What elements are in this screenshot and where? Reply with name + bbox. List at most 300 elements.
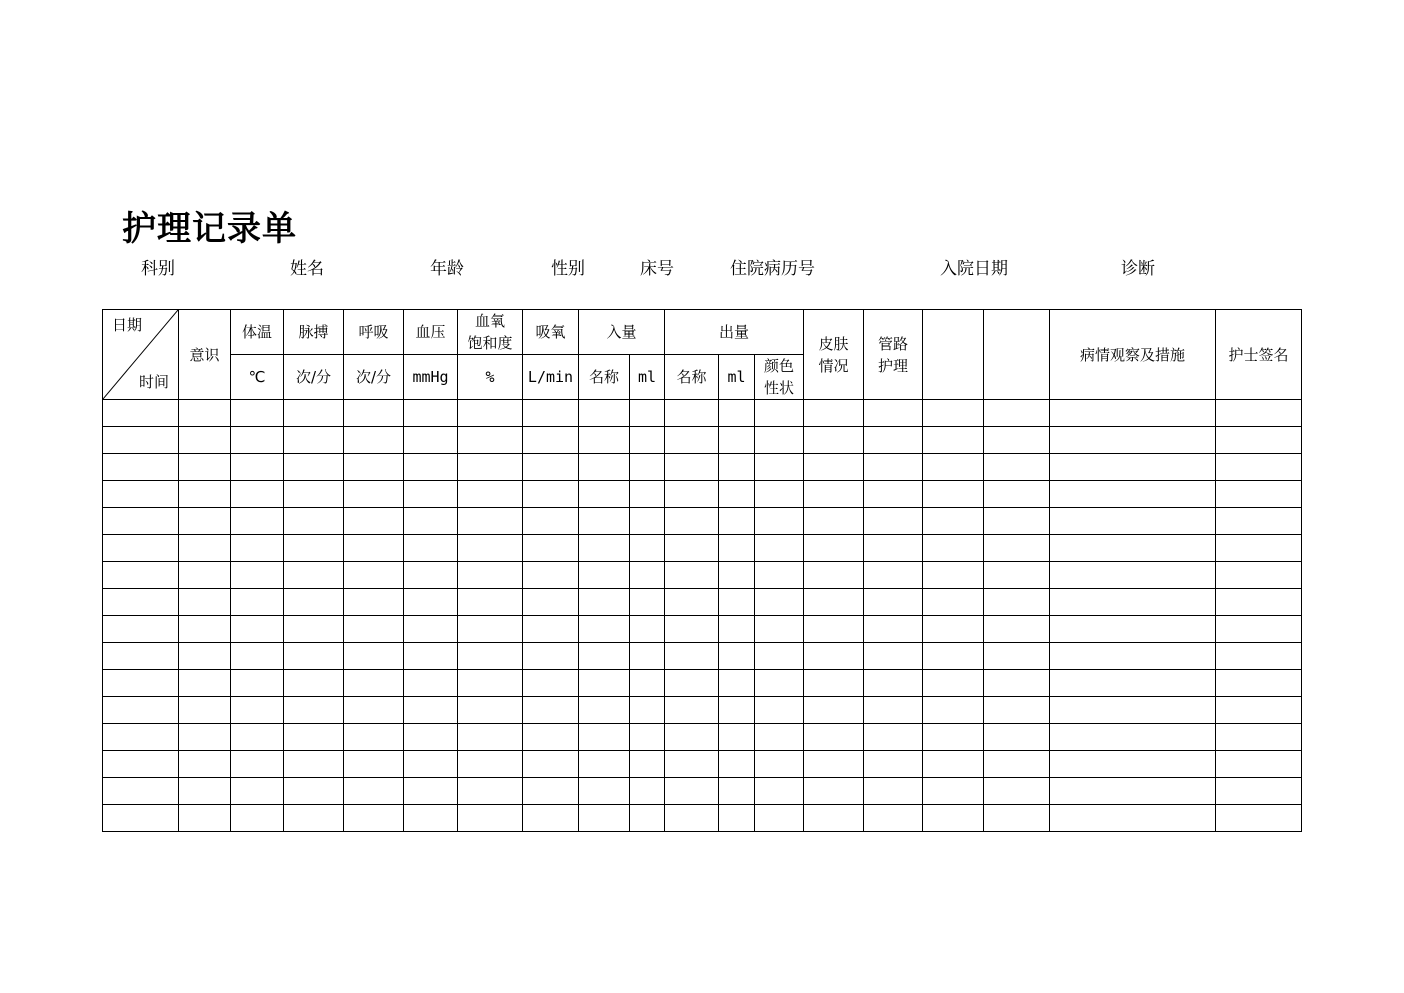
table-cell[interactable] bbox=[1050, 454, 1216, 481]
table-cell[interactable] bbox=[523, 562, 579, 589]
table-cell[interactable] bbox=[103, 724, 179, 751]
table-cell[interactable] bbox=[804, 724, 864, 751]
table-cell[interactable] bbox=[579, 643, 630, 670]
table-cell[interactable] bbox=[1050, 481, 1216, 508]
table-cell[interactable] bbox=[404, 400, 458, 427]
table-cell[interactable] bbox=[804, 400, 864, 427]
table-cell[interactable] bbox=[179, 454, 231, 481]
table-cell[interactable] bbox=[103, 751, 179, 778]
table-cell[interactable] bbox=[1216, 562, 1302, 589]
table-cell[interactable] bbox=[284, 805, 344, 832]
table-cell[interactable] bbox=[284, 724, 344, 751]
table-cell[interactable] bbox=[1050, 643, 1216, 670]
table-cell[interactable] bbox=[458, 724, 523, 751]
table-cell[interactable] bbox=[404, 751, 458, 778]
table-cell[interactable] bbox=[179, 616, 231, 643]
table-cell[interactable] bbox=[864, 697, 923, 724]
table-cell[interactable] bbox=[755, 751, 804, 778]
table-cell[interactable] bbox=[755, 805, 804, 832]
table-cell[interactable] bbox=[719, 697, 755, 724]
table-cell[interactable] bbox=[179, 724, 231, 751]
table-cell[interactable] bbox=[179, 670, 231, 697]
table-cell[interactable] bbox=[630, 589, 665, 616]
table-cell[interactable] bbox=[523, 724, 579, 751]
table-cell[interactable] bbox=[1216, 400, 1302, 427]
table-cell[interactable] bbox=[1216, 670, 1302, 697]
table-cell[interactable] bbox=[179, 535, 231, 562]
table-cell[interactable] bbox=[923, 778, 984, 805]
table-cell[interactable] bbox=[579, 589, 630, 616]
table-cell[interactable] bbox=[984, 643, 1050, 670]
table-cell[interactable] bbox=[1050, 589, 1216, 616]
table-cell[interactable] bbox=[719, 805, 755, 832]
table-cell[interactable] bbox=[630, 562, 665, 589]
table-cell[interactable] bbox=[923, 454, 984, 481]
table-cell[interactable] bbox=[755, 508, 804, 535]
table-cell[interactable] bbox=[179, 427, 231, 454]
table-cell[interactable] bbox=[630, 751, 665, 778]
table-cell[interactable] bbox=[1216, 805, 1302, 832]
table-cell[interactable] bbox=[579, 724, 630, 751]
table-cell[interactable] bbox=[755, 427, 804, 454]
table-cell[interactable] bbox=[404, 589, 458, 616]
table-cell[interactable] bbox=[630, 697, 665, 724]
table-cell[interactable] bbox=[1050, 508, 1216, 535]
table-cell[interactable] bbox=[458, 643, 523, 670]
table-cell[interactable] bbox=[923, 481, 984, 508]
table-cell[interactable] bbox=[344, 562, 404, 589]
table-cell[interactable] bbox=[231, 670, 284, 697]
table-cell[interactable] bbox=[719, 589, 755, 616]
table-cell[interactable] bbox=[923, 805, 984, 832]
table-cell[interactable] bbox=[864, 454, 923, 481]
table-cell[interactable] bbox=[523, 778, 579, 805]
table-cell[interactable] bbox=[755, 616, 804, 643]
table-cell[interactable] bbox=[1216, 643, 1302, 670]
table-cell[interactable] bbox=[1050, 670, 1216, 697]
table-cell[interactable] bbox=[864, 562, 923, 589]
table-cell[interactable] bbox=[719, 508, 755, 535]
table-cell[interactable] bbox=[923, 751, 984, 778]
table-cell[interactable] bbox=[719, 562, 755, 589]
table-cell[interactable] bbox=[755, 562, 804, 589]
table-cell[interactable] bbox=[923, 670, 984, 697]
table-cell[interactable] bbox=[231, 427, 284, 454]
table-cell[interactable] bbox=[864, 427, 923, 454]
table-cell[interactable] bbox=[984, 562, 1050, 589]
table-cell[interactable] bbox=[665, 643, 719, 670]
table-cell[interactable] bbox=[404, 643, 458, 670]
table-cell[interactable] bbox=[344, 778, 404, 805]
table-cell[interactable] bbox=[103, 616, 179, 643]
table-cell[interactable] bbox=[1050, 778, 1216, 805]
table-cell[interactable] bbox=[103, 508, 179, 535]
table-cell[interactable] bbox=[231, 589, 284, 616]
table-cell[interactable] bbox=[579, 400, 630, 427]
table-cell[interactable] bbox=[579, 454, 630, 481]
table-cell[interactable] bbox=[755, 400, 804, 427]
table-cell[interactable] bbox=[103, 427, 179, 454]
table-cell[interactable] bbox=[630, 778, 665, 805]
table-cell[interactable] bbox=[755, 481, 804, 508]
table-cell[interactable] bbox=[755, 724, 804, 751]
table-cell[interactable] bbox=[523, 697, 579, 724]
table-cell[interactable] bbox=[984, 616, 1050, 643]
table-cell[interactable] bbox=[523, 643, 579, 670]
table-cell[interactable] bbox=[103, 535, 179, 562]
table-cell[interactable] bbox=[284, 562, 344, 589]
table-cell[interactable] bbox=[804, 508, 864, 535]
table-cell[interactable] bbox=[755, 454, 804, 481]
table-cell[interactable] bbox=[755, 643, 804, 670]
table-cell[interactable] bbox=[103, 562, 179, 589]
table-cell[interactable] bbox=[630, 508, 665, 535]
table-cell[interactable] bbox=[1050, 535, 1216, 562]
table-cell[interactable] bbox=[579, 670, 630, 697]
table-cell[interactable] bbox=[579, 697, 630, 724]
table-cell[interactable] bbox=[804, 616, 864, 643]
table-cell[interactable] bbox=[344, 535, 404, 562]
table-cell[interactable] bbox=[231, 481, 284, 508]
table-cell[interactable] bbox=[523, 670, 579, 697]
table-cell[interactable] bbox=[523, 589, 579, 616]
table-cell[interactable] bbox=[719, 670, 755, 697]
table-cell[interactable] bbox=[984, 454, 1050, 481]
table-cell[interactable] bbox=[1216, 589, 1302, 616]
table-cell[interactable] bbox=[923, 724, 984, 751]
table-cell[interactable] bbox=[804, 535, 864, 562]
table-cell[interactable] bbox=[804, 427, 864, 454]
table-cell[interactable] bbox=[1050, 724, 1216, 751]
table-cell[interactable] bbox=[1050, 697, 1216, 724]
table-cell[interactable] bbox=[665, 805, 719, 832]
table-cell[interactable] bbox=[231, 508, 284, 535]
table-cell[interactable] bbox=[1216, 697, 1302, 724]
table-cell[interactable] bbox=[984, 589, 1050, 616]
table-cell[interactable] bbox=[804, 643, 864, 670]
table-cell[interactable] bbox=[719, 427, 755, 454]
table-cell[interactable] bbox=[284, 778, 344, 805]
table-cell[interactable] bbox=[755, 778, 804, 805]
table-cell[interactable] bbox=[231, 805, 284, 832]
table-cell[interactable] bbox=[984, 778, 1050, 805]
table-cell[interactable] bbox=[719, 751, 755, 778]
table-cell[interactable] bbox=[103, 400, 179, 427]
table-cell[interactable] bbox=[284, 589, 344, 616]
table-cell[interactable] bbox=[864, 751, 923, 778]
table-cell[interactable] bbox=[665, 427, 719, 454]
table-cell[interactable] bbox=[344, 805, 404, 832]
table-cell[interactable] bbox=[864, 589, 923, 616]
table-cell[interactable] bbox=[984, 508, 1050, 535]
table-cell[interactable] bbox=[630, 427, 665, 454]
table-cell[interactable] bbox=[458, 400, 523, 427]
table-cell[interactable] bbox=[804, 562, 864, 589]
table-cell[interactable] bbox=[103, 697, 179, 724]
table-cell[interactable] bbox=[1050, 616, 1216, 643]
table-cell[interactable] bbox=[579, 805, 630, 832]
table-cell[interactable] bbox=[1216, 724, 1302, 751]
table-cell[interactable] bbox=[231, 751, 284, 778]
table-cell[interactable] bbox=[231, 643, 284, 670]
table-cell[interactable] bbox=[984, 481, 1050, 508]
table-cell[interactable] bbox=[630, 400, 665, 427]
table-cell[interactable] bbox=[984, 670, 1050, 697]
table-cell[interactable] bbox=[344, 589, 404, 616]
table-cell[interactable] bbox=[231, 778, 284, 805]
table-cell[interactable] bbox=[404, 778, 458, 805]
table-cell[interactable] bbox=[344, 454, 404, 481]
table-cell[interactable] bbox=[864, 481, 923, 508]
table-cell[interactable] bbox=[630, 643, 665, 670]
table-cell[interactable] bbox=[1216, 778, 1302, 805]
table-cell[interactable] bbox=[804, 481, 864, 508]
table-cell[interactable] bbox=[804, 454, 864, 481]
table-cell[interactable] bbox=[804, 697, 864, 724]
table-cell[interactable] bbox=[458, 427, 523, 454]
table-cell[interactable] bbox=[284, 481, 344, 508]
table-cell[interactable] bbox=[284, 535, 344, 562]
table-cell[interactable] bbox=[458, 805, 523, 832]
table-cell[interactable] bbox=[630, 724, 665, 751]
table-cell[interactable] bbox=[579, 778, 630, 805]
table-cell[interactable] bbox=[579, 535, 630, 562]
table-cell[interactable] bbox=[630, 670, 665, 697]
table-cell[interactable] bbox=[523, 805, 579, 832]
table-cell[interactable] bbox=[458, 481, 523, 508]
table-cell[interactable] bbox=[179, 508, 231, 535]
table-cell[interactable] bbox=[179, 589, 231, 616]
table-cell[interactable] bbox=[523, 535, 579, 562]
table-cell[interactable] bbox=[864, 643, 923, 670]
table-cell[interactable] bbox=[231, 562, 284, 589]
table-cell[interactable] bbox=[630, 481, 665, 508]
table-cell[interactable] bbox=[458, 508, 523, 535]
table-cell[interactable] bbox=[231, 697, 284, 724]
table-cell[interactable] bbox=[284, 697, 344, 724]
table-cell[interactable] bbox=[179, 481, 231, 508]
table-cell[interactable] bbox=[864, 724, 923, 751]
table-cell[interactable] bbox=[231, 535, 284, 562]
table-cell[interactable] bbox=[284, 751, 344, 778]
table-cell[interactable] bbox=[103, 670, 179, 697]
table-cell[interactable] bbox=[284, 643, 344, 670]
table-cell[interactable] bbox=[179, 400, 231, 427]
table-cell[interactable] bbox=[1216, 616, 1302, 643]
table-cell[interactable] bbox=[665, 535, 719, 562]
table-cell[interactable] bbox=[103, 805, 179, 832]
table-cell[interactable] bbox=[923, 562, 984, 589]
table-cell[interactable] bbox=[231, 724, 284, 751]
table-cell[interactable] bbox=[864, 508, 923, 535]
table-cell[interactable] bbox=[984, 400, 1050, 427]
table-cell[interactable] bbox=[665, 481, 719, 508]
table-cell[interactable] bbox=[804, 805, 864, 832]
table-cell[interactable] bbox=[923, 589, 984, 616]
table-cell[interactable] bbox=[665, 454, 719, 481]
table-cell[interactable] bbox=[719, 454, 755, 481]
table-cell[interactable] bbox=[179, 697, 231, 724]
table-cell[interactable] bbox=[719, 778, 755, 805]
table-cell[interactable] bbox=[665, 508, 719, 535]
table-cell[interactable] bbox=[404, 697, 458, 724]
table-cell[interactable] bbox=[864, 400, 923, 427]
table-cell[interactable] bbox=[630, 454, 665, 481]
table-cell[interactable] bbox=[344, 400, 404, 427]
table-cell[interactable] bbox=[984, 427, 1050, 454]
table-cell[interactable] bbox=[923, 643, 984, 670]
table-cell[interactable] bbox=[579, 751, 630, 778]
table-cell[interactable] bbox=[179, 562, 231, 589]
table-cell[interactable] bbox=[231, 454, 284, 481]
table-cell[interactable] bbox=[984, 724, 1050, 751]
table-cell[interactable] bbox=[179, 778, 231, 805]
table-cell[interactable] bbox=[923, 535, 984, 562]
table-cell[interactable] bbox=[864, 616, 923, 643]
table-cell[interactable] bbox=[804, 589, 864, 616]
table-cell[interactable] bbox=[719, 535, 755, 562]
table-cell[interactable] bbox=[458, 562, 523, 589]
table-cell[interactable] bbox=[719, 400, 755, 427]
table-cell[interactable] bbox=[284, 454, 344, 481]
table-cell[interactable] bbox=[1050, 751, 1216, 778]
table-cell[interactable] bbox=[404, 805, 458, 832]
table-cell[interactable] bbox=[923, 616, 984, 643]
table-cell[interactable] bbox=[719, 616, 755, 643]
table-cell[interactable] bbox=[344, 751, 404, 778]
table-cell[interactable] bbox=[523, 751, 579, 778]
table-cell[interactable] bbox=[665, 670, 719, 697]
table-cell[interactable] bbox=[284, 400, 344, 427]
table-cell[interactable] bbox=[1216, 751, 1302, 778]
table-cell[interactable] bbox=[404, 724, 458, 751]
table-cell[interactable] bbox=[864, 670, 923, 697]
table-cell[interactable] bbox=[630, 805, 665, 832]
table-cell[interactable] bbox=[665, 778, 719, 805]
table-cell[interactable] bbox=[523, 400, 579, 427]
table-cell[interactable] bbox=[404, 562, 458, 589]
table-cell[interactable] bbox=[344, 670, 404, 697]
table-cell[interactable] bbox=[804, 751, 864, 778]
table-cell[interactable] bbox=[103, 481, 179, 508]
table-cell[interactable] bbox=[231, 400, 284, 427]
table-cell[interactable] bbox=[404, 535, 458, 562]
table-cell[interactable] bbox=[665, 562, 719, 589]
table-cell[interactable] bbox=[579, 508, 630, 535]
table-cell[interactable] bbox=[665, 616, 719, 643]
table-cell[interactable] bbox=[103, 589, 179, 616]
table-cell[interactable] bbox=[579, 481, 630, 508]
table-cell[interactable] bbox=[923, 427, 984, 454]
table-cell[interactable] bbox=[864, 805, 923, 832]
table-cell[interactable] bbox=[665, 697, 719, 724]
table-cell[interactable] bbox=[1050, 400, 1216, 427]
table-cell[interactable] bbox=[1216, 535, 1302, 562]
table-cell[interactable] bbox=[1216, 427, 1302, 454]
table-cell[interactable] bbox=[284, 670, 344, 697]
table-cell[interactable] bbox=[103, 643, 179, 670]
table-cell[interactable] bbox=[284, 616, 344, 643]
table-cell[interactable] bbox=[404, 670, 458, 697]
table-cell[interactable] bbox=[804, 670, 864, 697]
table-cell[interactable] bbox=[984, 751, 1050, 778]
table-cell[interactable] bbox=[523, 454, 579, 481]
table-cell[interactable] bbox=[404, 481, 458, 508]
table-cell[interactable] bbox=[804, 778, 864, 805]
table-cell[interactable] bbox=[523, 616, 579, 643]
table-cell[interactable] bbox=[755, 697, 804, 724]
table-cell[interactable] bbox=[665, 724, 719, 751]
table-cell[interactable] bbox=[523, 427, 579, 454]
table-cell[interactable] bbox=[579, 427, 630, 454]
table-cell[interactable] bbox=[284, 508, 344, 535]
table-cell[interactable] bbox=[458, 697, 523, 724]
table-cell[interactable] bbox=[458, 751, 523, 778]
table-cell[interactable] bbox=[1050, 562, 1216, 589]
table-cell[interactable] bbox=[458, 616, 523, 643]
table-cell[interactable] bbox=[344, 616, 404, 643]
table-cell[interactable] bbox=[1216, 481, 1302, 508]
table-cell[interactable] bbox=[579, 562, 630, 589]
table-cell[interactable] bbox=[719, 724, 755, 751]
table-cell[interactable] bbox=[923, 400, 984, 427]
table-cell[interactable] bbox=[231, 616, 284, 643]
table-cell[interactable] bbox=[284, 427, 344, 454]
table-cell[interactable] bbox=[404, 427, 458, 454]
table-cell[interactable] bbox=[344, 481, 404, 508]
table-cell[interactable] bbox=[344, 508, 404, 535]
table-cell[interactable] bbox=[344, 697, 404, 724]
table-cell[interactable] bbox=[1050, 427, 1216, 454]
table-cell[interactable] bbox=[719, 643, 755, 670]
table-cell[interactable] bbox=[755, 589, 804, 616]
table-cell[interactable] bbox=[523, 508, 579, 535]
table-cell[interactable] bbox=[344, 427, 404, 454]
table-cell[interactable] bbox=[179, 805, 231, 832]
table-cell[interactable] bbox=[1050, 805, 1216, 832]
table-cell[interactable] bbox=[665, 400, 719, 427]
table-cell[interactable] bbox=[458, 535, 523, 562]
table-cell[interactable] bbox=[1216, 508, 1302, 535]
table-cell[interactable] bbox=[864, 778, 923, 805]
table-cell[interactable] bbox=[458, 670, 523, 697]
table-cell[interactable] bbox=[984, 697, 1050, 724]
table-cell[interactable] bbox=[179, 643, 231, 670]
table-cell[interactable] bbox=[665, 589, 719, 616]
table-cell[interactable] bbox=[179, 751, 231, 778]
table-cell[interactable] bbox=[984, 805, 1050, 832]
table-cell[interactable] bbox=[579, 616, 630, 643]
table-cell[interactable] bbox=[630, 535, 665, 562]
table-cell[interactable] bbox=[458, 778, 523, 805]
table-cell[interactable] bbox=[103, 778, 179, 805]
table-cell[interactable] bbox=[404, 616, 458, 643]
table-cell[interactable] bbox=[719, 481, 755, 508]
table-cell[interactable] bbox=[1216, 454, 1302, 481]
table-cell[interactable] bbox=[344, 724, 404, 751]
table-cell[interactable] bbox=[923, 697, 984, 724]
table-cell[interactable] bbox=[523, 481, 579, 508]
table-cell[interactable] bbox=[344, 643, 404, 670]
table-cell[interactable] bbox=[630, 616, 665, 643]
table-cell[interactable] bbox=[404, 508, 458, 535]
table-cell[interactable] bbox=[984, 535, 1050, 562]
table-cell[interactable] bbox=[923, 508, 984, 535]
table-cell[interactable] bbox=[103, 454, 179, 481]
table-cell[interactable] bbox=[404, 454, 458, 481]
table-cell[interactable] bbox=[665, 751, 719, 778]
table-cell[interactable] bbox=[458, 454, 523, 481]
